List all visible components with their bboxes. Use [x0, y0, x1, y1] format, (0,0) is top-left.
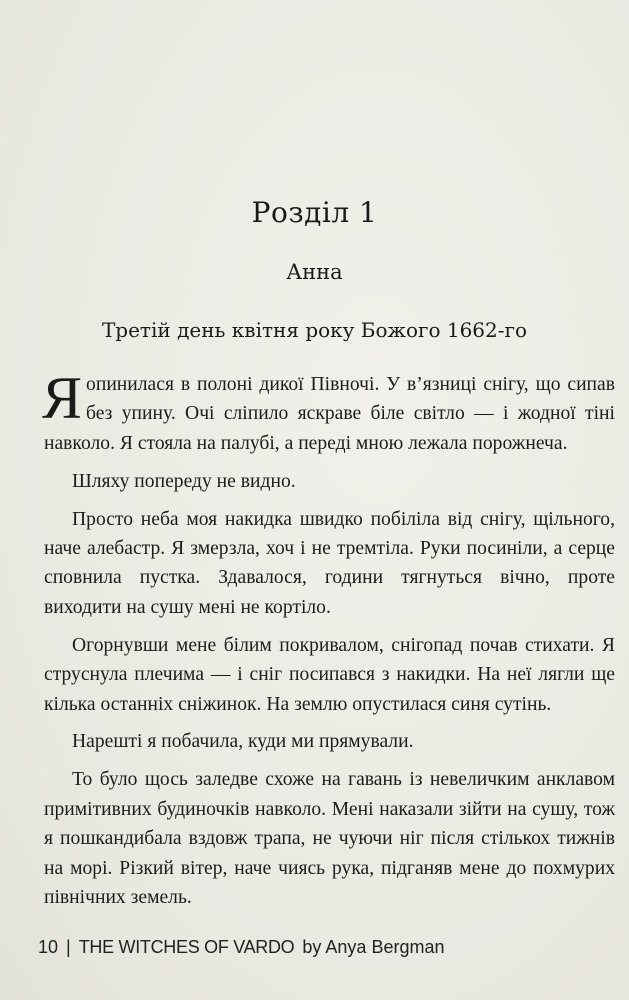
chapter-dateline: Третій день квітня року Божого 1662-го: [101, 318, 528, 342]
paragraph: Просто неба моя накидка швидко побіліла від снігу, щільного, наче алебастр. Я змерзла, хоч і не тремтіла. Руки посиніли, а серце сповнила пустка. Здавалося, години тягнуться вічно, проте виходити на сушу мені не кортіло.: [44, 508, 615, 618]
paragraph: Огорнувши мене білим покривалом, снігопад почав стихати. Я струснула плечима — і сніг посипався з накидки. На неї лягли ще кілька останніх сніжинок. На землю опустилася синя сутінь.: [44, 634, 615, 715]
book-title: THE WITCHES OF VARDO: [78, 937, 295, 957]
paragraph: [42, 365, 615, 458]
chapter-body: [42, 365, 615, 921]
chapter-title: Розділ 1: [251, 196, 378, 229]
page-number: 10: [38, 937, 59, 957]
paragraph-text: опинилася в полоні дикої Півночі. У в’язниці снігу, що сипав без упину. Очі сліпило яскраве біле світло — і жодної тіні навколо. Я стояла на палубі, а переді мною лежала порожнеча.: [44, 374, 615, 454]
paragraph: Шляху попереду не видно.: [72, 470, 296, 492]
paragraph: То було щось заледве схоже на гавань із невеличким анклавом примітивних будиночків навколо. Мені наказали зійти на сушу, тож я пошкандибала вздовж трапа, не чуючи ніг після стількох тижнів на морі. Різкий вітер, наче чиясь рука, підганяв мене до похмурих північних земель.: [44, 769, 615, 908]
paragraph: Нарешті я побачила, куди ми прямували.: [72, 731, 414, 753]
page-footer: [38, 937, 444, 958]
footer-separator: |: [66, 937, 71, 957]
drop-cap: Я: [42, 365, 83, 431]
book-author: by Anya Bergman: [302, 937, 445, 957]
chapter-subtitle: Анна: [286, 260, 343, 284]
